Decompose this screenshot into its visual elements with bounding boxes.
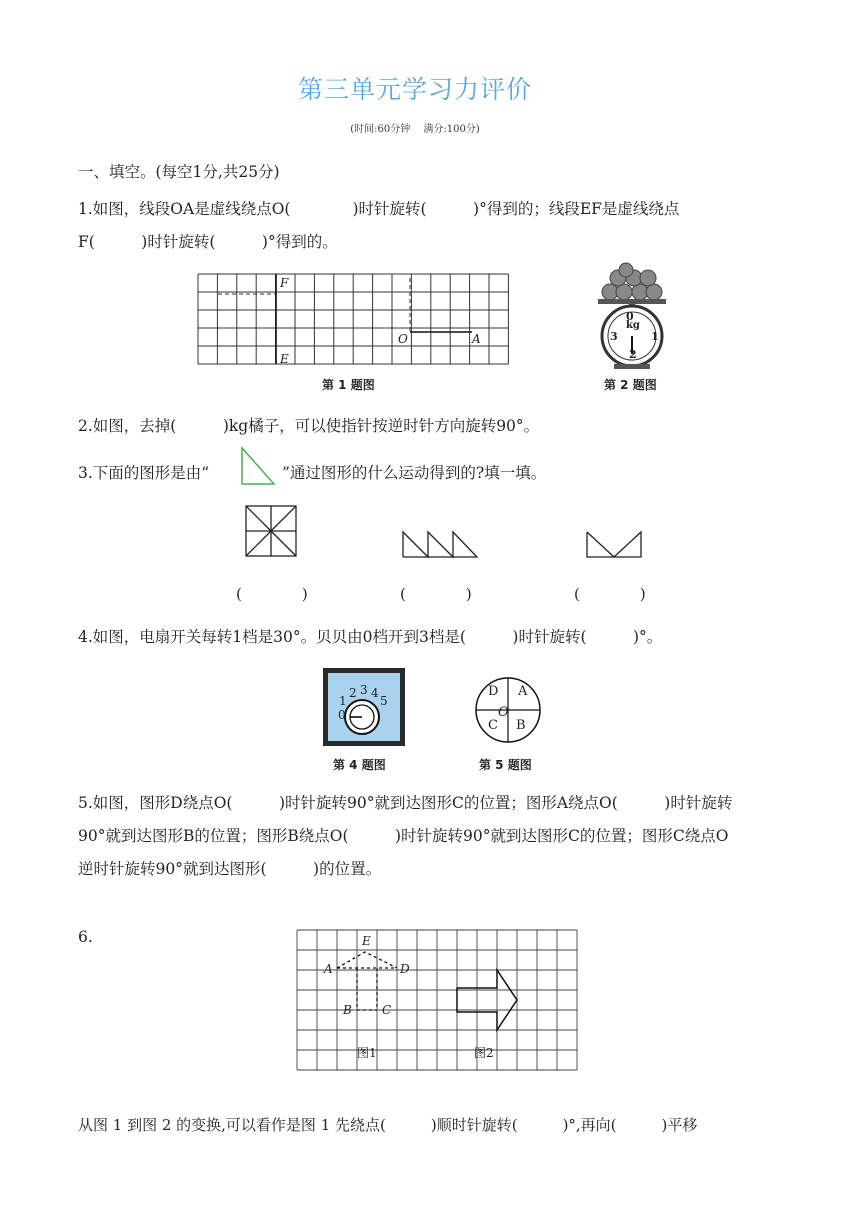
q2-text: 2.如图，去掉( )kg橘子，可以使指针按逆时针方向旋转90°。 — [78, 417, 540, 435]
section-heading: 一、填空。(每空1分,共25分) — [78, 163, 280, 181]
q1-grid-figure — [196, 268, 512, 372]
q2-scale-2: 2 — [629, 348, 637, 361]
q2-scale-0: 0 — [626, 310, 634, 323]
q3-blank-3[interactable]: ( ) — [574, 585, 646, 603]
q2-scale-1: 1 — [651, 330, 659, 343]
q1-label-a: A — [472, 332, 481, 346]
q4-dial-3: 3 — [360, 683, 368, 697]
q5-line1: 5.如图，图形D绕点O( )时针旋转90°就到达图形C的位置；图形A绕点O( )时针旋转 — [78, 794, 733, 812]
q4-dial-4: 4 — [371, 686, 379, 700]
q1-label-e: E — [280, 352, 289, 366]
q4-dial-figure — [322, 667, 406, 747]
q1-label-o: O — [398, 332, 408, 346]
q4-dial-2: 2 — [349, 686, 357, 700]
q1-label-f: F — [280, 276, 289, 290]
q3-blank-2[interactable]: ( ) — [400, 585, 472, 603]
q3-text-after: ”通过图形的什么运动得到的?填一填。 — [282, 464, 547, 482]
q1-line1: 1.如图，线段OA是虚线绕点O( )时针旋转( )°得到的；线段EF是虚线绕点 — [78, 200, 680, 218]
q6-fig2-label: 图2 — [474, 1046, 494, 1060]
q2-scale-3: 3 — [610, 330, 618, 343]
q3-pinwheel-figure — [245, 505, 297, 557]
q6-fig1-label: 图1 — [357, 1046, 377, 1060]
q4-dial-5: 5 — [380, 694, 388, 708]
q3-translation-figure — [402, 530, 478, 558]
q3-reflection-figure — [586, 530, 642, 558]
q5-label-c: C — [488, 718, 498, 733]
q6-label-d: D — [400, 962, 410, 976]
triangle-icon — [240, 446, 276, 486]
page-subtitle: (时间:60分钟 满分:100分) — [350, 124, 480, 135]
q5-label-o: O — [498, 705, 509, 720]
q2-scale-unit: kg — [626, 320, 640, 331]
q6-label-e: E — [362, 934, 371, 948]
q1-caption: 第 1 题图 — [322, 378, 375, 392]
q6-label-c: C — [382, 1003, 392, 1017]
q4-text: 4.如图，电扇开关每转1档是30°。贝贝由0档开到3档是( )时针旋转( )°。 — [78, 628, 663, 646]
q6-number: 6. — [78, 928, 93, 946]
q6-text: 从图 1 到图 2 的变换,可以看作是图 1 先绕点( )顺时针旋转( )°,再向( )平移 — [78, 1116, 698, 1134]
q4-dial-0: 0 — [338, 708, 346, 722]
q6-grid-figure — [295, 928, 579, 1076]
q5-caption: 第 5 题图 — [479, 758, 532, 772]
q3-text-before: 3.下面的图形是由“ — [78, 464, 210, 482]
q6-label-a: A — [324, 962, 333, 976]
q4-caption: 第 4 题图 — [333, 758, 386, 772]
q5-line3: 逆时针旋转90°就到达图形( )的位置。 — [78, 860, 382, 878]
q4-dial-1: 1 — [339, 694, 347, 708]
q5-label-a: A — [518, 684, 528, 699]
q5-line2: 90°就到达图形B的位置；图形B绕点O( )时针旋转90°就到达图形C的位置；图形C绕点O — [78, 827, 729, 845]
q2-caption: 第 2 题图 — [604, 378, 657, 392]
page-title: 第三单元学习力评价 — [297, 75, 532, 104]
q1-line2: F( )时针旋转( )°得到的。 — [78, 233, 338, 251]
q5-label-d: D — [488, 684, 499, 699]
q6-label-b: B — [343, 1003, 352, 1017]
q3-blank-1[interactable]: ( ) — [236, 585, 308, 603]
q5-label-b: B — [516, 718, 526, 733]
